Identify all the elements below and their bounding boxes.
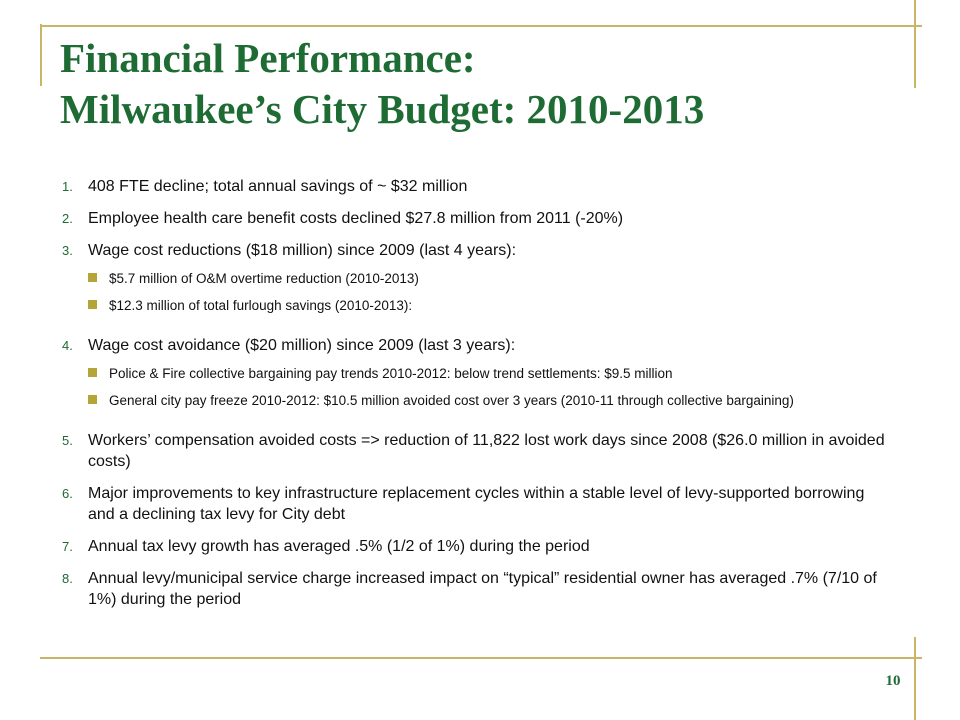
item-number: 8. (62, 571, 73, 586)
list-item (62, 430, 892, 472)
item-number: 7. (62, 539, 73, 554)
top-left-rule (40, 24, 42, 86)
item-text: Wage cost avoidance ($20 million) since 2009 (last 3 years): (88, 337, 516, 354)
title-line-2: Milwaukee’s City Budget: 2010-2013 (60, 86, 705, 132)
sub-item-text: General city pay freeze 2010-2012: $10.5 million avoided cost over 3 years (2010-11 through collective bargaining) (109, 393, 794, 408)
sub-item (88, 365, 892, 383)
item-text: Annual levy/municipal service charge increased impact on “typical” residential owner has averaged .7% (7/10 of 1%) during the period (88, 570, 877, 608)
list-item (62, 335, 892, 419)
item-number: 6. (62, 486, 73, 501)
sub-item (88, 297, 892, 315)
list-item (62, 240, 892, 324)
list-item (62, 208, 892, 229)
item-number: 4. (62, 338, 73, 353)
item-number: 2. (62, 211, 73, 226)
item-text: Wage cost reductions ($18 million) since 2009 (last 4 years): (88, 242, 517, 259)
item-text: Major improvements to key infrastructure replacement cycles within a stable level of levy-supported borrowing and a declining tax levy for City debt (88, 485, 865, 523)
item-text: 408 FTE decline; total annual savings of ~ $32 million (88, 178, 468, 195)
sub-list (88, 270, 892, 315)
sub-item (88, 392, 892, 410)
square-bullet-icon (88, 395, 97, 404)
list-item (62, 176, 892, 197)
bottom-rule (40, 657, 922, 659)
slide-title (60, 33, 704, 135)
item-number: 3. (62, 243, 73, 258)
item-text: Workers’ compensation avoided costs => reduction of 11,822 lost work days since 2008 ($26.0 million in avoided costs) (88, 432, 885, 470)
square-bullet-icon (88, 300, 97, 309)
item-number: 1. (62, 179, 73, 194)
list-item (62, 536, 892, 557)
sub-list (88, 365, 892, 410)
square-bullet-icon (88, 368, 97, 377)
sub-item (88, 270, 892, 288)
numbered-list (62, 176, 892, 621)
sub-item-text: Police & Fire collective bargaining pay trends 2010-2012: below trend settlements: $9.5 million (109, 366, 673, 381)
item-text: Annual tax levy growth has averaged .5% (1/2 of 1%) during the period (88, 538, 590, 555)
item-text: Employee health care benefit costs declined $27.8 million from 2011 (-20%) (88, 210, 624, 227)
top-rule (40, 25, 922, 27)
sub-item-text: $12.3 million of total furlough savings (2010-2013): (109, 298, 413, 313)
page-number: 10 (885, 673, 901, 689)
top-right-rule (914, 0, 916, 88)
square-bullet-icon (88, 273, 97, 282)
sub-item-text: $5.7 million of O&M overtime reduction (2010-2013) (109, 271, 419, 286)
item-number: 5. (62, 433, 73, 448)
list-item (62, 568, 892, 610)
list-item (62, 483, 892, 525)
bottom-right-rule (914, 637, 916, 720)
title-line-1: Financial Performance: (60, 35, 476, 81)
